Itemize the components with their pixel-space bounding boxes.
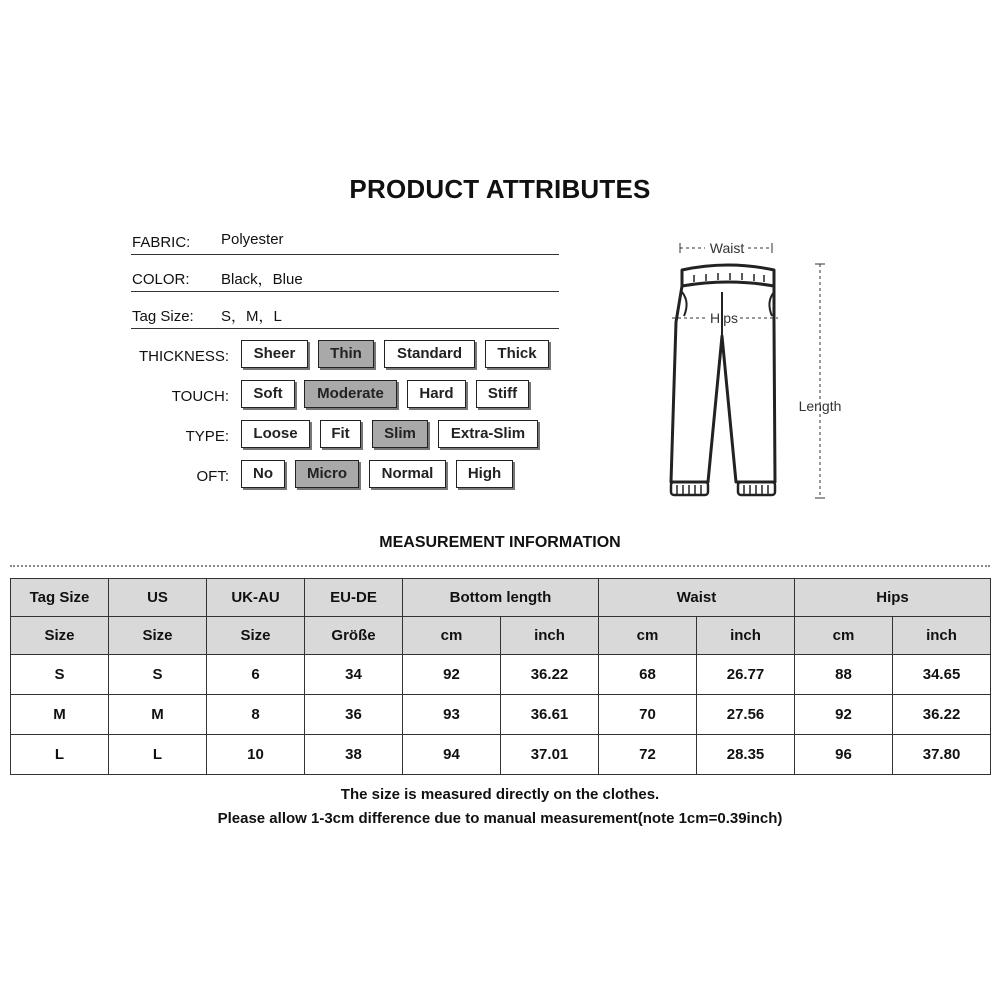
header-cell: inch <box>893 617 991 655</box>
header-cell: Hips <box>795 579 991 617</box>
table-cell: 38 <box>305 735 403 775</box>
table-cell: S <box>109 655 207 695</box>
chip-micro-selected: Micro <box>295 460 359 488</box>
table-cell: 96 <box>795 735 893 775</box>
header-cell: Tag Size <box>11 579 109 617</box>
page-title: PRODUCT ATTRIBUTES <box>349 174 651 204</box>
touch-label: TOUCH: <box>171 388 229 405</box>
chip-loose: Loose <box>241 420 310 448</box>
header-cell: cm <box>403 617 501 655</box>
table-cell: 8 <box>207 695 305 735</box>
chip-stiff: Stiff <box>476 380 529 408</box>
attr-row-fabric <box>131 228 559 255</box>
chip-normal: Normal <box>369 460 446 488</box>
header-cell: Größe <box>305 617 403 655</box>
chip-high: High <box>456 460 513 488</box>
header-cell: cm <box>795 617 893 655</box>
type-label: TYPE: <box>185 428 229 445</box>
table-cell: 36.61 <box>501 695 599 735</box>
table-cell: 70 <box>599 695 697 735</box>
table-row <box>11 655 991 695</box>
header-cell: Size <box>207 617 305 655</box>
table-cell: 94 <box>403 735 501 775</box>
header-cell: UK-AU <box>207 579 305 617</box>
dotted-divider <box>10 565 990 567</box>
header-cell: Waist <box>599 579 795 617</box>
table-header-row <box>11 579 991 617</box>
table-cell: 37.80 <box>893 735 991 775</box>
table-cell: 92 <box>403 655 501 695</box>
measurement-title: MEASUREMENT INFORMATION <box>379 534 621 551</box>
header-cell: EU-DE <box>305 579 403 617</box>
table-cell: 93 <box>403 695 501 735</box>
header-cell: Size <box>109 617 207 655</box>
table-cell: 72 <box>599 735 697 775</box>
table-cell: 36 <box>305 695 403 735</box>
attr-row-color <box>131 265 559 292</box>
table-cell: S <box>11 655 109 695</box>
chip-hard: Hard <box>407 380 466 408</box>
chip-thick: Thick <box>485 340 549 368</box>
table-cell: 68 <box>599 655 697 695</box>
table-cell: 36.22 <box>501 655 599 695</box>
attr-row-tag-size <box>131 302 559 329</box>
table-cell: 37.01 <box>501 735 599 775</box>
chip-thin-selected: Thin <box>318 340 374 368</box>
header-cell: cm <box>599 617 697 655</box>
table-cell: 34.65 <box>893 655 991 695</box>
table-cell: 34 <box>305 655 403 695</box>
pants-diagram <box>660 232 860 512</box>
hips-label: Hips <box>709 310 739 326</box>
table-cell: L <box>109 735 207 775</box>
header-cell: Bottom length <box>403 579 599 617</box>
table-cell: 6 <box>207 655 305 695</box>
thickness-label: THICKNESS: <box>138 348 229 365</box>
chip-soft: Soft <box>241 380 295 408</box>
chip-slim-selected: Slim <box>372 420 428 448</box>
chip-no: No <box>241 460 285 488</box>
length-label: Length <box>798 398 842 414</box>
table-cell: 88 <box>795 655 893 695</box>
attr-value: Polyester <box>221 231 284 248</box>
table-cell: 10 <box>207 735 305 775</box>
table-cell: L <box>11 735 109 775</box>
table-cell: 28.35 <box>697 735 795 775</box>
attr-label: COLOR: <box>132 271 190 288</box>
attr-value: S，M，L <box>221 308 282 325</box>
chip-moderate-selected: Moderate <box>304 380 397 408</box>
table-subheader-row <box>11 617 991 655</box>
table-row <box>11 695 991 735</box>
attr-value: Black，Blue <box>221 271 303 288</box>
header-cell: inch <box>697 617 795 655</box>
table-row <box>11 735 991 775</box>
table-cell: 27.56 <box>697 695 795 735</box>
header-cell: Size <box>11 617 109 655</box>
chip-sheer: Sheer <box>241 340 308 368</box>
attr-label: Tag Size: <box>132 308 194 325</box>
table-cell: M <box>109 695 207 735</box>
chip-fit: Fit <box>320 420 361 448</box>
header-cell: US <box>109 579 207 617</box>
oft-label: OFT: <box>196 468 229 485</box>
chip-extra-slim: Extra-Slim <box>438 420 538 448</box>
pants-outline <box>671 265 775 495</box>
table-cell: M <box>11 695 109 735</box>
table-cell: 26.77 <box>697 655 795 695</box>
chip-standard: Standard <box>384 340 475 368</box>
header-cell: inch <box>501 617 599 655</box>
table-cell: 92 <box>795 695 893 735</box>
table-cell: 36.22 <box>893 695 991 735</box>
note-line-2: Please allow 1-3cm difference due to manual measurement(note 1cm=0.39inch) <box>217 810 783 827</box>
attr-label: FABRIC: <box>132 234 191 251</box>
measurement-table <box>10 578 991 775</box>
waist-label: Waist <box>709 240 745 256</box>
note-line-1: The size is measured directly on the clothes. <box>340 786 660 803</box>
